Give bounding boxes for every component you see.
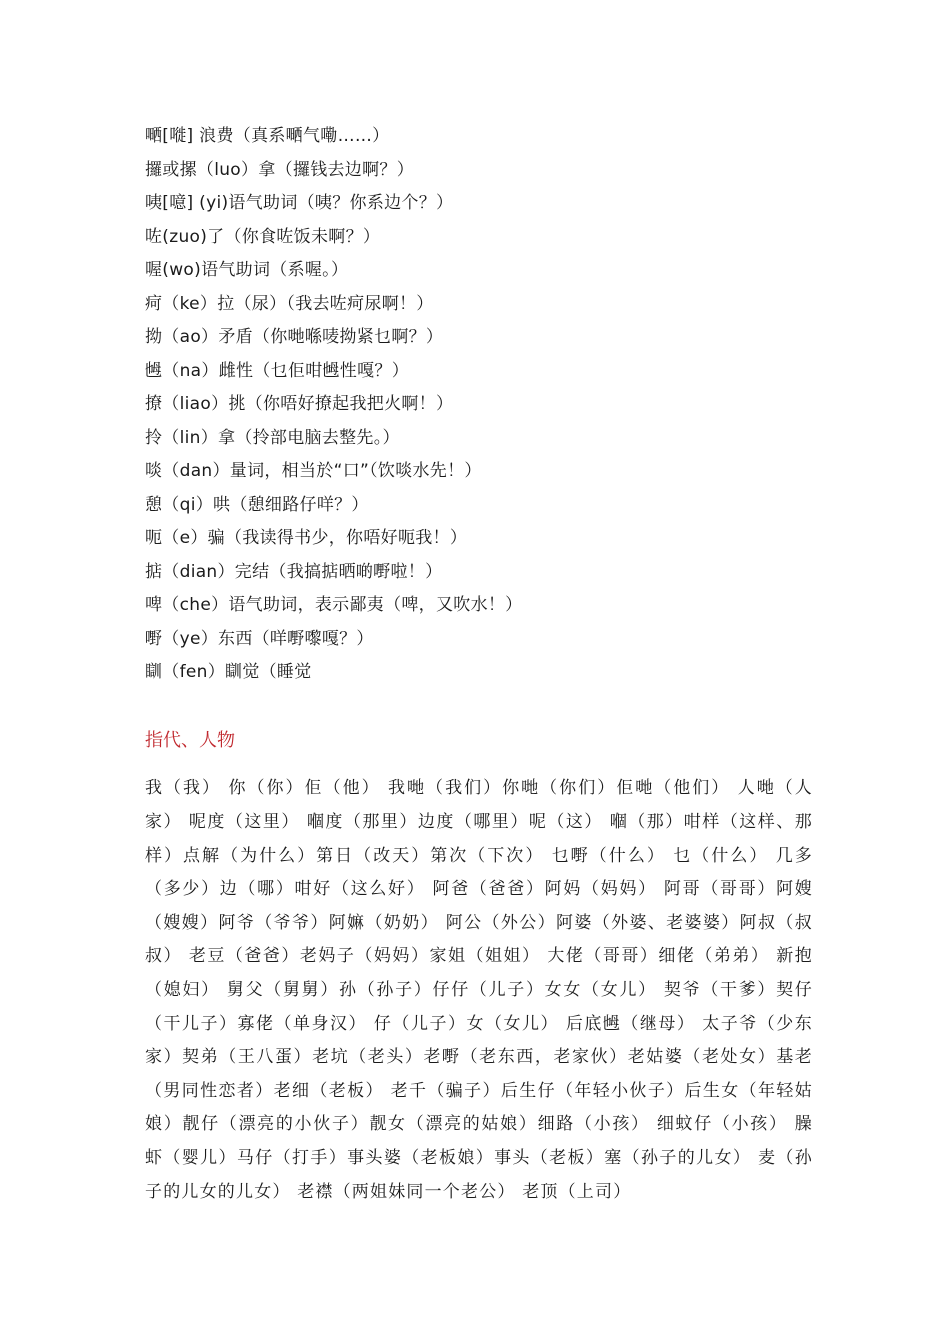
vocab-line: 乸（na）雌性（乜佢咁乸性嘎？） xyxy=(145,360,409,381)
vocab-line: 咗(zuo)了（你食咗饭未啊？） xyxy=(145,226,381,247)
section-body-text: 我（我） 你（你）佢（他） 我哋（我们）你哋（你们）佢哋（他们） 人哋（人家） 呢度（这里） 嗰度（那里）边度（哪里）呢（这） 嗰（那）咁样（这样、那样）点解（为什么）第日（改天）第次（下次） 乜嘢（什么） 乜（什么） 几多（多少）边（哪）咁好（这么好） 阿爸（爸爸）阿妈（妈妈） 阿哥（哥哥）阿嫂（嫂嫂）阿爷（爷爷）阿嫲（奶奶） 阿公（外公）阿婆（外婆、老婆婆）阿叔（叔叔） 老豆（爸爸）老妈子（妈妈）家姐（姐姐） 大佬（哥哥）细佬（弟弟） 新抱（媳妇） 舅父（舅舅）孙（孙子）仔仔（儿子）女女（女儿） 契爷（干爹）契仔（干儿子）寡佬（单身汉） 仔（儿子）女（女儿） 后底乸（继母） 太子爷（少东家）契弟（王八蛋）老坑（老头）老嘢（老东西，老家伙）老姑婆（老处女）基老（男同性恋者）老细（老板） 老千（骗子）后生仔（年轻小伙子）后生女（年轻姑娘）靓仔（漂亮的小伙子）靓女（漂亮的姑娘）细路（小孩） 细蚊仔（小孩） 臊虾（婴儿）马仔（打手）事头婆（老板娘）事头（老板）塞（孙子的儿女） 麦（孙子的儿女的儿女） 老襟（两姐妹同一个老公） 老顶（上司） xyxy=(145,778,813,1202)
vocab-line: 憩（qi）哄（憩细路仔咩？） xyxy=(145,494,369,515)
vocab-line: 拎（lin）拿（拎部电脑去整先。） xyxy=(145,427,400,448)
vocab-line: 咦[噫] (yi)语气助词（咦？你系边个？） xyxy=(145,193,454,213)
vocab-line: 攞或摞（luo）拿（攞钱去边啊？） xyxy=(145,159,414,180)
vocabulary-list xyxy=(145,120,813,690)
document-page xyxy=(145,120,813,1209)
vocab-line: 瞓（fen）瞓觉（睡觉 xyxy=(145,662,312,682)
vocab-line: 拗（ao）矛盾（你哋喺唛拗紧乜啊？） xyxy=(145,327,444,347)
vocab-line: 撩（liao）挑（你唔好撩起我把火啊！） xyxy=(145,394,454,414)
vocab-line: 啤（che）语气助词，表示鄙夷（啤，又吹水！） xyxy=(145,595,523,615)
vocab-line: 喔(wo)语气助词（系喔。） xyxy=(145,260,349,280)
vocab-line: 呃（e）骗（我读得书少，你唔好呃我！） xyxy=(145,528,468,548)
section-heading: 指代、人物 xyxy=(145,729,235,751)
vocab-line: 疴（ke）拉（尿）（我去咗疴尿啊！） xyxy=(145,293,434,314)
vocab-line: 嗮[嘥] 浪费（真系嗮气嘞……） xyxy=(145,126,390,146)
vocab-line: 掂（dian）完结（我搞掂晒啲嘢啦！） xyxy=(145,561,443,582)
vocab-line: 啖（dan）量词，相当於“口”（饮啖水先！） xyxy=(145,461,482,481)
vocab-line: 嘢（ye）东西（咩嘢嚟嘎？） xyxy=(145,628,374,649)
